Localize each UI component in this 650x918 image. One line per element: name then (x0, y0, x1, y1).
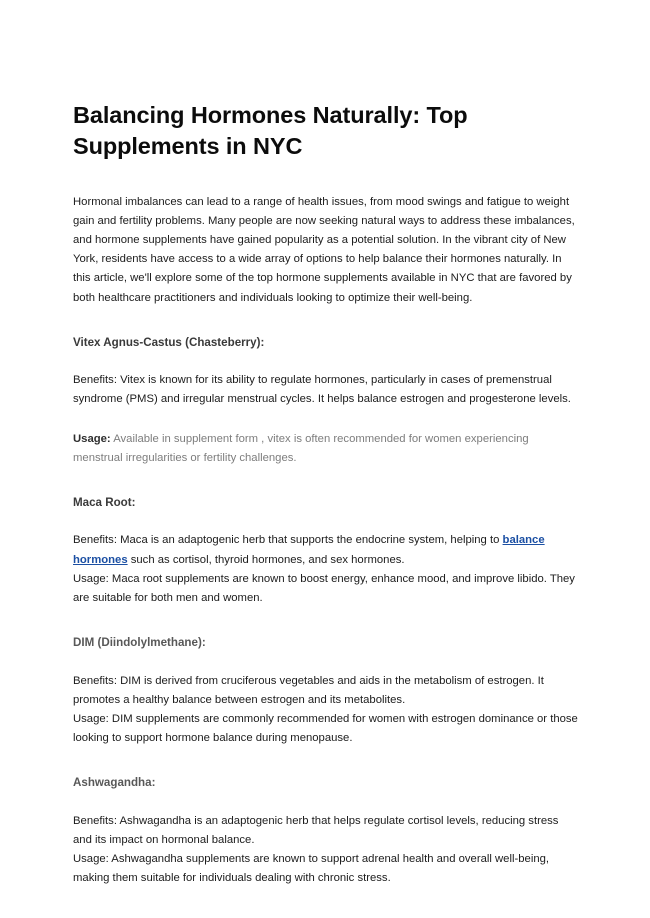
benefits-text-maca-part1: Benefits: Maca is an adaptogenic herb that supports the endocrine system, helping to (73, 534, 503, 547)
section-heading-maca-root: Maca Root: (73, 495, 136, 509)
section-body-dim (73, 672, 579, 749)
usage-text-vitex: Available in supplement form , vitex is often recommended for women experiencing menstrual irregularities or fertility challenges. (73, 432, 529, 464)
balance-hormones-link[interactable]: balance hormones (73, 534, 545, 566)
section-maca-root (73, 494, 579, 608)
section-usage-vitex (73, 430, 579, 468)
section-dim (73, 634, 579, 748)
section-vitex (73, 334, 579, 468)
section-heading-dim: DIM (Diindolylmethane): (73, 636, 206, 650)
section-heading-vitex: Vitex Agnus-Castus (Chasteberry): (73, 335, 265, 349)
section-body-ashwagandha (73, 812, 579, 889)
benefits-text-ashwagandha: Benefits: Ashwagandha is an adaptogenic herb that helps regulate cortisol levels, reducing stress and its impact on hormonal balance. (73, 814, 559, 846)
usage-text-dim: Usage: DIM supplements are commonly recommended for women with estrogen dominance or those looking to support hormone balance during menopause. (73, 712, 578, 745)
usage-label-vitex: Usage: (73, 432, 111, 445)
intro-paragraph: Hormonal imbalances can lead to a range of health issues, from mood swings and fatigue to weight gain and fertility problems. Many people are now seeking natural ways to address these imbalances, and hormone supplements have gained popularity as a potential solution. In the vibrant city of New York, residents have access to a wide array of options to help balance their hormones naturally. In this article, we'll explore some of the top hormone supplements available in NYC that are favored by both healthcare practitioners and individuals looking to optimize their well-being. (73, 195, 575, 304)
usage-text-ashwagandha: Usage: Ashwagandha supplements are known to support adrenal health and overall well-being, making them suitable for individuals dealing with chronic stress. (73, 853, 550, 885)
section-ashwagandha (73, 774, 579, 888)
document-content (73, 100, 579, 900)
benefits-text-maca-part2: such as cortisol, thyroid hormones, and sex hormones. (127, 553, 405, 566)
usage-text-maca: Usage: Maca root supplements are known to boost energy, enhance mood, and improve libido. They are suitable for both men and women. (73, 572, 575, 604)
section-benefits-vitex: Benefits: Vitex is known for its ability to regulate hormones, particularly in cases of premenstrual syndrome (PMS) and irregular menstrual cycles. It helps balance estrogen and progesterone levels. (73, 374, 571, 406)
page-title: Balancing Hormones Naturally: Top Supplements in NYC (73, 102, 468, 160)
section-body-maca-root (73, 531, 579, 608)
benefits-text-dim: Benefits: DIM is derived from cruciferous vegetables and aids in the metabolism of estrogen. It promotes a healthy balance between estrogen and its metabolites. (73, 674, 544, 706)
section-heading-ashwagandha: Ashwagandha: (73, 776, 156, 790)
